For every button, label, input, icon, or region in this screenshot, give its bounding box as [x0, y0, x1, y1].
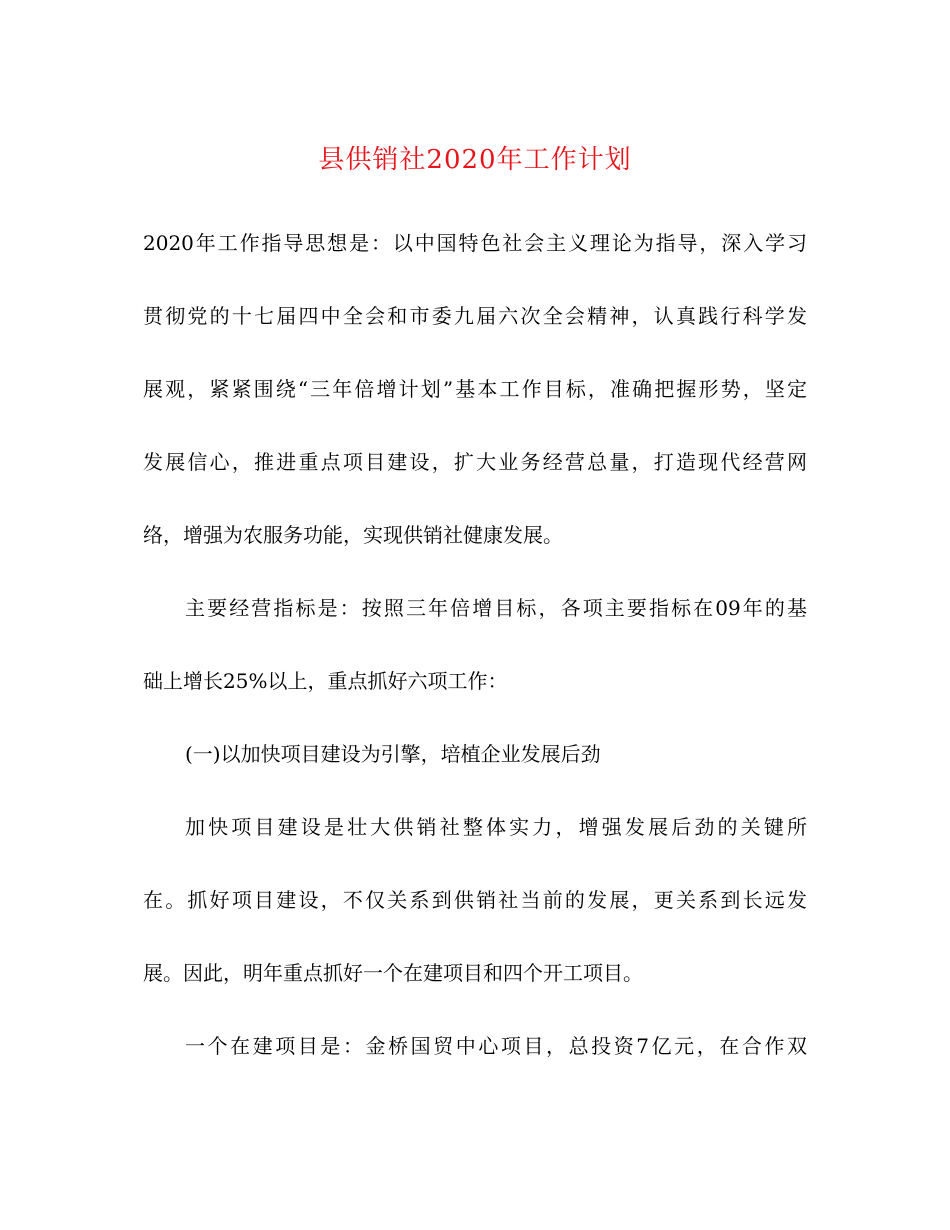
paragraph-line: 展观，紧紧围绕“三年倍增计划”基本工作目标，准确把握形势，坚定 — [143, 377, 807, 401]
paragraph-line: 在。抓好项目建设，不仅关系到供销社当前的发展，更关系到长远发 — [143, 888, 807, 912]
paragraph-line: 主要经营指标是：按照三年倍增目标，各项主要指标在09年的基 — [185, 596, 807, 620]
paragraph-line: 一个在建项目是：金桥国贸中心项目，总投资7亿元，在合作双 — [185, 1034, 807, 1058]
paragraph-line: 展。因此，明年重点抓好一个在建项目和四个开工项目。 — [143, 961, 643, 985]
document-title: 县供销社2020年工作计划 — [318, 145, 632, 175]
paragraph-line: 加快项目建设是壮大供销社整体实力，增强发展后劲的关键所 — [185, 815, 807, 839]
paragraph-line: 贯彻党的十七届四中全会和市委九届六次全会精神，认真践行科学发 — [143, 304, 807, 328]
paragraph-line: 2020年工作指导思想是：以中国特色社会主义理论为指导，深入学习 — [143, 231, 807, 255]
paragraph-line: 发展信心，推进重点项目建设，扩大业务经营总量，打造现代经营网 — [143, 450, 807, 474]
paragraph-line: 础上增长25%以上，重点抓好六项工作： — [143, 669, 508, 693]
paragraph-line: 络，增强为农服务功能，实现供销社健康发展。 — [143, 523, 563, 547]
section-heading: (一)以加快项目建设为引擎，培植企业发展后劲 — [185, 742, 601, 766]
